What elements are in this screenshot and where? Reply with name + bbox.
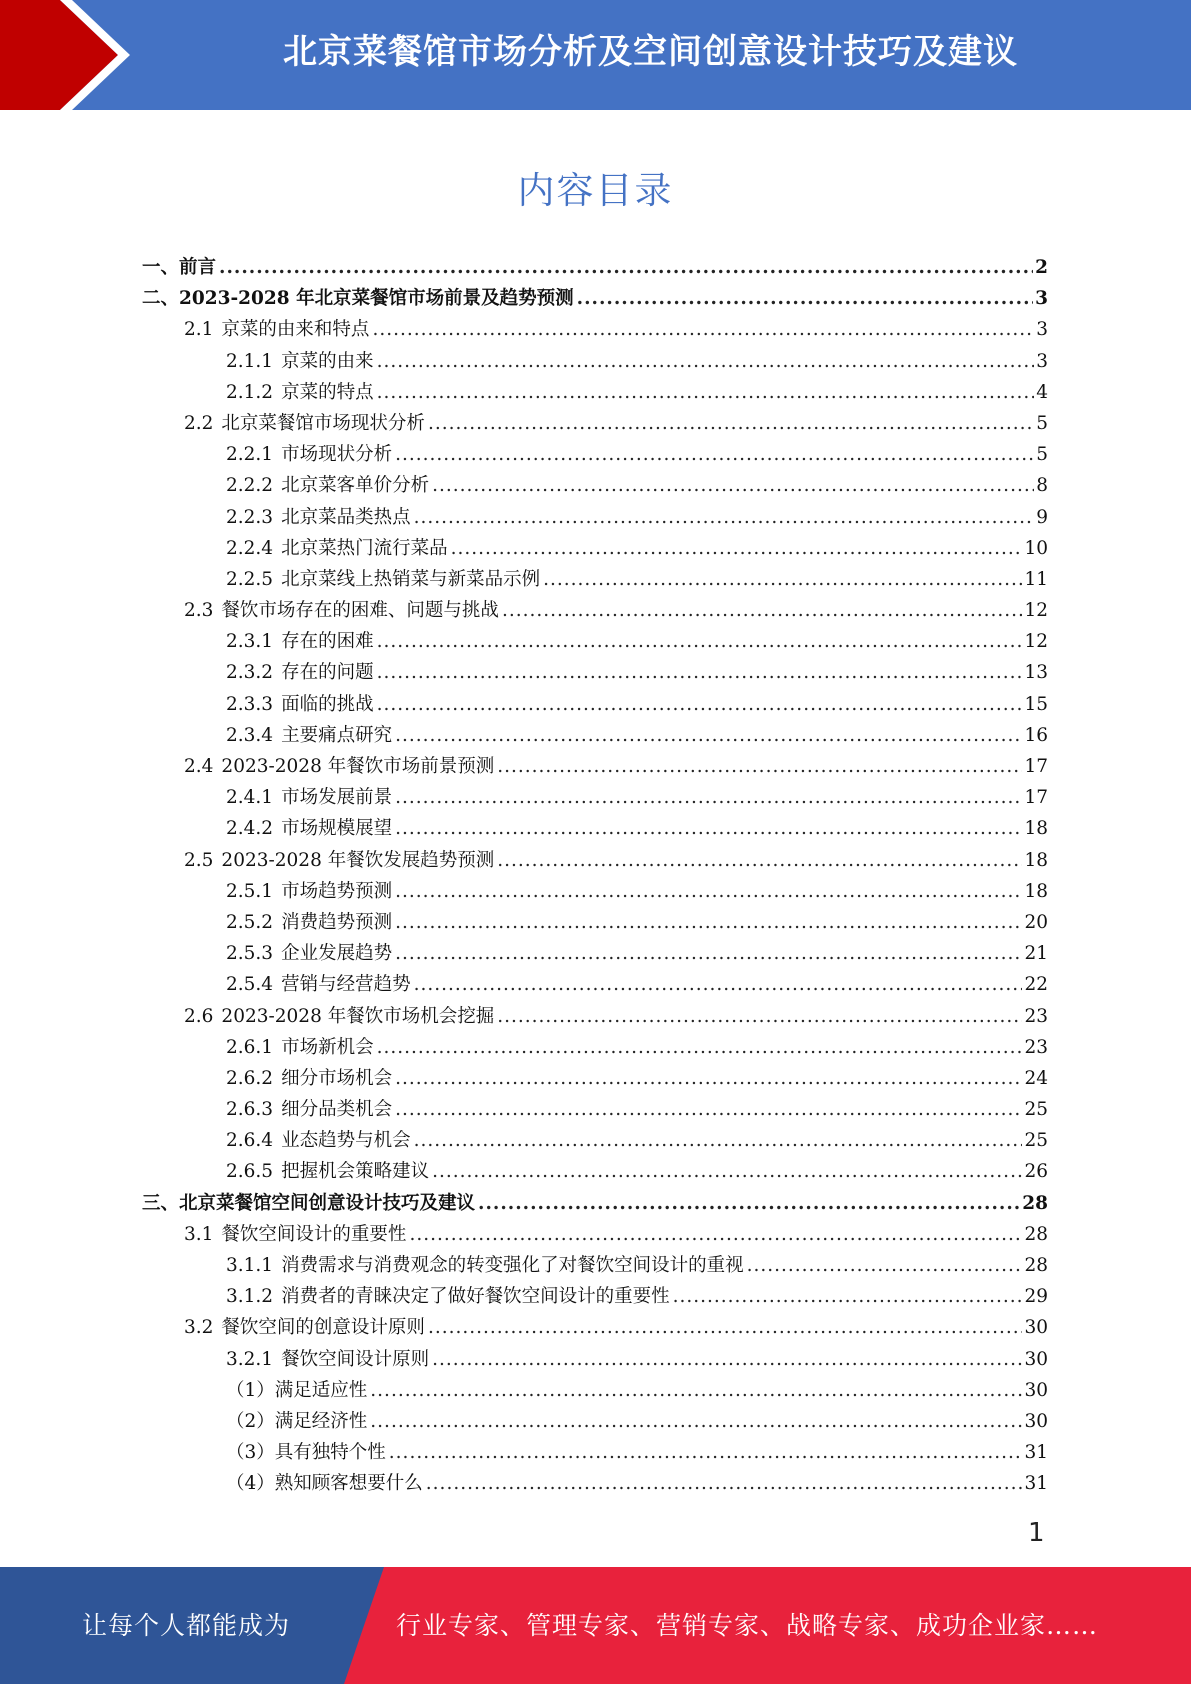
document-title: 北京菜餐馆市场分析及空间创意设计技巧及建议 <box>283 32 1018 72</box>
toc-entry-title: 北京菜线上热销菜与新菜品示例 <box>281 568 541 590</box>
toc-entry-title: 消费者的青睐决定了做好餐饮空间设计的重要性 <box>281 1286 670 1308</box>
toc-dot-leader <box>432 1349 1022 1370</box>
toc-entry-title: 消费趋势预测 <box>281 911 393 933</box>
footer-slogan-left: 让每个人都能成为 <box>81 1611 290 1640</box>
toc-dot-leader <box>395 1099 1022 1120</box>
toc-entry-number: 2.5 <box>184 849 214 871</box>
toc-entry[interactable] <box>142 1376 1048 1407</box>
toc-entry-page: 3 <box>1036 319 1048 341</box>
toc-entry-page: 29 <box>1024 1286 1048 1308</box>
toc-entry-title: 业态趋势与机会 <box>281 1130 411 1152</box>
toc-entry[interactable] <box>142 1220 1048 1251</box>
toc-entry[interactable] <box>142 253 1048 284</box>
toc-entry[interactable] <box>142 347 1048 378</box>
toc-entry[interactable] <box>142 1033 1048 1064</box>
toc-entry[interactable] <box>142 783 1048 814</box>
toc-dot-leader <box>414 1130 1023 1151</box>
toc-entry-number: 三、 <box>142 1192 180 1214</box>
toc-entry[interactable] <box>142 1064 1048 1095</box>
toc-dot-leader <box>395 725 1022 746</box>
toc-entry-title: 市场发展前景 <box>281 787 393 809</box>
toc-entry-title: 北京菜热门流行菜品 <box>281 537 448 559</box>
toc-entry-page: 30 <box>1024 1410 1048 1432</box>
toc-entry-number: 3.1.2 <box>226 1286 274 1308</box>
toc-entry-title: 营销与经营趋势 <box>281 974 411 996</box>
toc-entry-page: 2 <box>1035 257 1048 278</box>
toc-dot-leader <box>426 1473 1023 1494</box>
toc-entry-number: 2.6.1 <box>226 1036 274 1058</box>
toc-entry-page: 5 <box>1036 444 1048 466</box>
toc-entry-number: 2.1.2 <box>226 381 274 403</box>
toc-entry-page: 4 <box>1036 381 1048 403</box>
toc-dot-leader <box>370 1411 1022 1432</box>
toc-entry-page: 31 <box>1024 1442 1048 1464</box>
toc-entry-title: 满足经济性 <box>274 1410 368 1432</box>
toc-entry[interactable] <box>142 440 1048 471</box>
toc-heading: 内容目录 <box>517 169 674 212</box>
toc-entry-title: 北京菜餐馆空间创意设计技巧及建议 <box>179 1192 476 1214</box>
toc-entry-title: 2023-2028 年餐饮市场前景预测 <box>221 756 495 777</box>
toc-entry[interactable] <box>142 596 1048 627</box>
footer-band <box>0 1567 1191 1684</box>
toc-entry[interactable] <box>142 846 1048 877</box>
toc-entry-page: 3 <box>1035 288 1048 310</box>
toc-entry-title: 满足适应性 <box>274 1379 368 1401</box>
toc-entry-title: 2023-2028 年北京菜餐馆市场前景及趋势预测 <box>179 288 574 310</box>
toc-entry[interactable] <box>142 1251 1048 1282</box>
toc-entry-page: 15 <box>1024 693 1048 715</box>
toc-dot-leader <box>432 475 1034 496</box>
toc-entry[interactable] <box>142 1189 1048 1220</box>
toc-entry[interactable] <box>142 1407 1048 1438</box>
toc-entry-page: 18 <box>1024 880 1048 902</box>
toc-entry-page: 20 <box>1024 911 1048 933</box>
toc-entry-title: 京菜的由来和特点 <box>221 319 370 341</box>
toc-entry-page: 8 <box>1036 475 1048 497</box>
toc-entry-title: 把握机会策略建议 <box>281 1161 430 1183</box>
toc-entry-title: 市场现状分析 <box>281 444 393 466</box>
toc-entry-page: 23 <box>1024 1005 1048 1027</box>
toc-entry-number: 2.5.4 <box>226 974 274 996</box>
toc-dot-leader <box>673 1286 1023 1307</box>
toc-dot-leader <box>377 1037 1023 1058</box>
toc-entry[interactable] <box>142 658 1048 689</box>
toc-entry-number: 2.5.3 <box>226 943 274 965</box>
toc-entry-number: 2.6 <box>184 1005 214 1027</box>
toc-entry-page: 13 <box>1024 662 1048 684</box>
header-arrow-icon <box>0 0 160 110</box>
toc-entry-number: 2.4.2 <box>226 818 274 840</box>
toc-entry[interactable] <box>142 1095 1048 1126</box>
toc-dot-leader <box>395 943 1022 964</box>
toc-dot-leader <box>395 818 1022 839</box>
toc-entry[interactable] <box>142 908 1048 939</box>
header-band <box>0 0 1191 110</box>
toc-dot-leader <box>377 694 1023 715</box>
toc-entry[interactable] <box>142 1438 1048 1469</box>
toc-entry-title: 细分市场机会 <box>281 1067 393 1089</box>
toc-dot-leader <box>409 1224 1022 1245</box>
toc-entry-number: 2.3.1 <box>226 631 274 653</box>
toc-entry[interactable] <box>142 565 1048 596</box>
toc-dot-leader <box>747 1255 1023 1276</box>
toc-entry-number: 2.3.4 <box>226 724 274 746</box>
toc-entry[interactable] <box>142 409 1048 440</box>
toc-dot-leader <box>395 912 1022 933</box>
toc-dot-leader <box>395 444 1034 465</box>
toc-entry[interactable] <box>142 1002 1048 1033</box>
toc-dot-leader <box>219 257 1033 278</box>
toc-dot-leader <box>377 382 1035 403</box>
toc-entry-page: 28 <box>1022 1192 1048 1214</box>
toc-entry-title: 餐饮空间的创意设计原则 <box>221 1317 425 1339</box>
toc-entry[interactable] <box>142 534 1048 565</box>
toc-entry[interactable] <box>142 471 1048 502</box>
toc-entry-number: 2.6.2 <box>226 1067 274 1089</box>
toc-entry-number: 2.3.3 <box>226 693 274 715</box>
toc-entry-page: 24 <box>1024 1067 1048 1089</box>
toc-entry[interactable] <box>142 1126 1048 1157</box>
toc-dot-leader <box>414 974 1023 995</box>
toc-entry-page: 12 <box>1024 631 1048 653</box>
toc-entry[interactable] <box>142 970 1048 1001</box>
toc-entry-title: 餐饮空间设计原则 <box>281 1348 430 1370</box>
toc-dot-leader <box>451 538 1023 559</box>
toc-entry-number: 3.2 <box>184 1317 214 1339</box>
toc-dot-leader <box>543 569 1022 590</box>
toc-entry-title: 2023-2028 年餐饮市场机会挖掘 <box>221 1005 495 1027</box>
toc-entry-page: 25 <box>1024 1130 1048 1152</box>
toc-entry-number: （2） <box>226 1410 275 1432</box>
footer-slogan-right: 行业专家、管理专家、营销专家、战略专家、成功企业家…… <box>396 1611 1099 1640</box>
toc-entry-title: 市场趋势预测 <box>281 880 393 902</box>
toc-entry-number: 一、 <box>142 257 180 278</box>
toc-entry-number: 3.1 <box>184 1223 214 1245</box>
toc-dot-leader <box>395 881 1022 902</box>
toc-dot-leader <box>497 850 1022 871</box>
toc-entry[interactable] <box>142 1282 1048 1313</box>
toc-dot-leader <box>395 787 1022 808</box>
toc-entry-page: 10 <box>1024 537 1048 559</box>
toc-entry-page: 21 <box>1024 943 1048 965</box>
toc-dot-leader <box>414 507 1035 528</box>
toc-entry[interactable] <box>142 814 1048 845</box>
toc-entry-page: 11 <box>1024 568 1048 590</box>
toc-entry-number: 3.2.1 <box>226 1348 274 1370</box>
toc-entry-page: 30 <box>1024 1317 1048 1339</box>
toc-dot-leader <box>377 662 1023 683</box>
toc-entry-number: （4） <box>226 1473 275 1495</box>
toc-entry-number: 2.2.5 <box>226 568 274 590</box>
toc-entry-number: 二、 <box>142 288 180 310</box>
toc-entry[interactable] <box>142 721 1048 752</box>
toc-entry-number: 2.3.2 <box>226 662 274 684</box>
toc-entry-page: 9 <box>1036 506 1048 528</box>
toc-entry-page: 17 <box>1024 787 1048 809</box>
page-number: 1 <box>1028 1518 1045 1548</box>
toc-entry[interactable] <box>142 503 1048 534</box>
toc-entry-page: 18 <box>1024 849 1048 871</box>
toc-entry-page: 30 <box>1024 1379 1048 1401</box>
toc-entry-number: 2.3 <box>184 600 214 622</box>
toc-entry[interactable] <box>142 315 1048 346</box>
toc-entry-title: 餐饮市场存在的困难、问题与挑战 <box>221 600 499 622</box>
toc-entry[interactable] <box>142 877 1048 908</box>
toc-entry-title: 餐饮空间设计的重要性 <box>221 1223 407 1245</box>
toc-entry-title: 市场规模展望 <box>281 818 393 840</box>
toc-entry-page: 26 <box>1024 1161 1048 1183</box>
toc-dot-leader <box>428 413 1034 434</box>
toc-dot-leader <box>370 1380 1022 1401</box>
toc-entry-number: 2.6.5 <box>226 1161 274 1183</box>
toc-entry-number: 2.4 <box>184 756 214 777</box>
toc-dot-leader <box>497 756 1022 777</box>
toc-entry[interactable] <box>142 1313 1048 1344</box>
table-of-contents <box>142 253 1048 1501</box>
toc-entry-page: 25 <box>1024 1099 1048 1121</box>
toc-entry-number: 2.6.4 <box>226 1130 274 1152</box>
toc-entry-number: 2.2 <box>184 412 214 434</box>
toc-dot-leader <box>377 351 1035 372</box>
toc-entry[interactable] <box>142 690 1048 721</box>
toc-entry-number: 2.2.1 <box>226 444 274 466</box>
toc-entry[interactable] <box>142 284 1048 315</box>
toc-entry-page: 5 <box>1036 412 1048 434</box>
toc-entry-title: 消费需求与消费观念的转变强化了对餐饮空间设计的重视 <box>281 1255 744 1276</box>
toc-entry-title: 市场新机会 <box>281 1036 374 1058</box>
toc-entry-number: 2.2.2 <box>226 475 274 497</box>
toc-entry-number: 2.1.1 <box>226 350 274 372</box>
toc-entry[interactable] <box>142 627 1048 658</box>
toc-entry-page: 3 <box>1036 350 1048 372</box>
toc-entry[interactable] <box>142 752 1048 783</box>
toc-entry-number: 3.1.1 <box>226 1255 274 1276</box>
toc-entry-title: 京菜的由来 <box>281 350 374 372</box>
toc-entry[interactable] <box>142 1345 1048 1376</box>
toc-entry-number: （3） <box>226 1442 275 1464</box>
toc-entry-title: 北京菜餐馆市场现状分析 <box>221 412 425 434</box>
toc-dot-leader <box>478 1193 1020 1214</box>
toc-entry-page: 28 <box>1024 1223 1048 1245</box>
toc-entry-page: 17 <box>1024 756 1048 777</box>
toc-entry-title: 京菜的特点 <box>281 381 374 403</box>
toc-entry-title: 存在的问题 <box>281 662 374 684</box>
toc-entry-title: 2023-2028 年餐饮发展趋势预测 <box>221 849 495 871</box>
toc-dot-leader <box>428 1317 1023 1338</box>
toc-dot-leader <box>389 1442 1023 1463</box>
toc-dot-leader <box>377 631 1023 652</box>
toc-entry-title: 面临的挑战 <box>281 693 374 715</box>
toc-entry-title: 存在的困难 <box>281 631 374 653</box>
toc-entry-page: 22 <box>1024 974 1048 996</box>
toc-entry-number: 2.2.4 <box>226 537 274 559</box>
toc-entry-number: 2.2.3 <box>226 506 274 528</box>
toc-entry-number: 2.6.3 <box>226 1099 274 1121</box>
toc-dot-leader <box>502 600 1023 621</box>
toc-entry-page: 30 <box>1024 1348 1048 1370</box>
toc-entry-title: 具有独特个性 <box>274 1442 386 1464</box>
toc-entry-title: 主要痛点研究 <box>281 724 393 746</box>
toc-entry-title: 熟知顾客想要什么 <box>274 1473 423 1495</box>
toc-entry[interactable] <box>142 378 1048 409</box>
toc-entry-number: （1） <box>226 1379 275 1401</box>
toc-entry-page: 12 <box>1024 600 1048 622</box>
toc-entry-number: 2.5.1 <box>226 880 274 902</box>
toc-entry-title: 前言 <box>179 257 217 278</box>
toc-entry[interactable] <box>142 1157 1048 1188</box>
toc-entry[interactable] <box>142 1469 1048 1500</box>
toc-entry-page: 31 <box>1024 1473 1048 1495</box>
toc-entry-page: 28 <box>1024 1255 1048 1276</box>
toc-entry[interactable] <box>142 939 1048 970</box>
toc-entry-number: 2.4.1 <box>226 787 274 809</box>
toc-dot-leader <box>432 1161 1022 1182</box>
toc-entry-page: 16 <box>1024 724 1048 746</box>
toc-entry-title: 细分品类机会 <box>281 1099 393 1121</box>
toc-entry-page: 18 <box>1024 818 1048 840</box>
toc-entry-page: 23 <box>1024 1036 1048 1058</box>
toc-dot-leader <box>577 288 1034 309</box>
toc-dot-leader <box>497 1006 1022 1027</box>
toc-entry-title: 北京菜品类热点 <box>281 506 411 528</box>
toc-dot-leader <box>372 319 1034 340</box>
toc-entry-title: 北京菜客单价分析 <box>281 475 430 497</box>
toc-entry-title: 企业发展趋势 <box>281 943 393 965</box>
toc-entry-number: 2.5.2 <box>226 911 274 933</box>
toc-entry-number: 2.1 <box>184 319 214 341</box>
toc-dot-leader <box>395 1068 1022 1089</box>
